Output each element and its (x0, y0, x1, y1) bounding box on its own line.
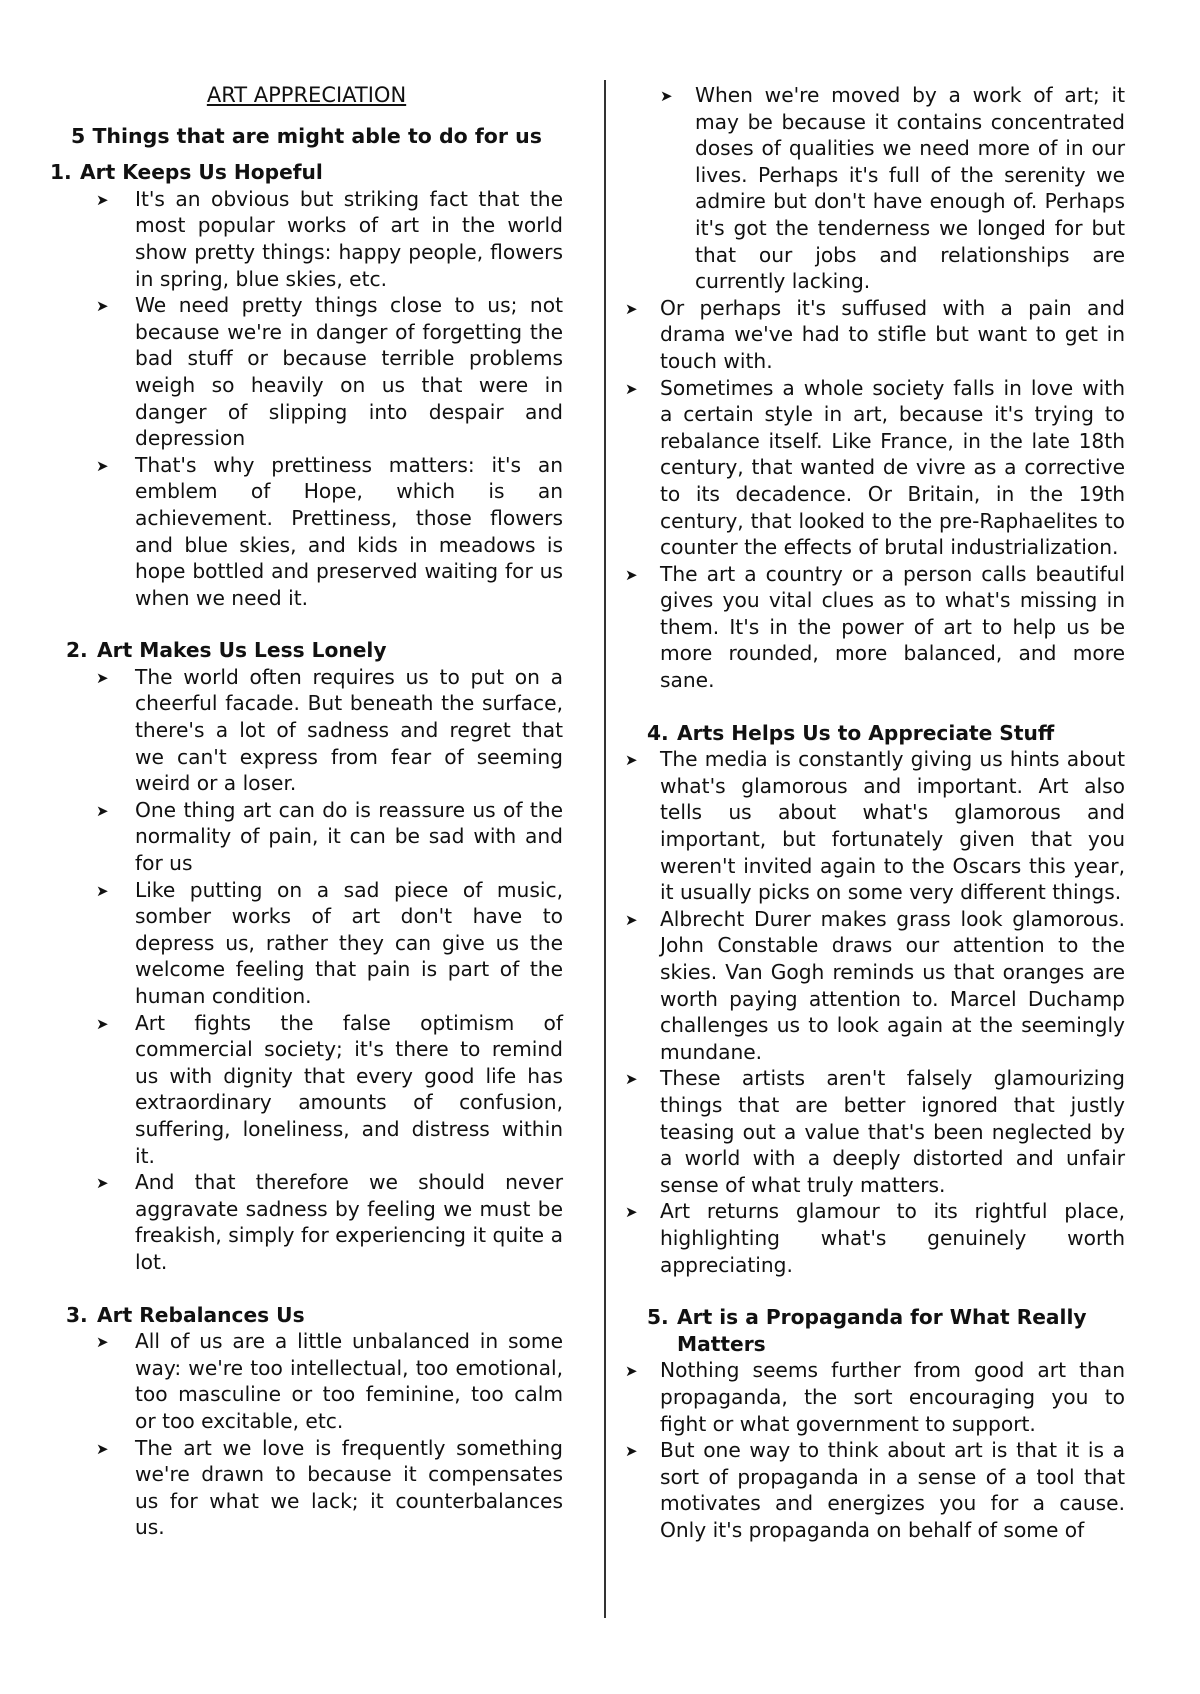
arrow-bullet-icon: ➤ (625, 299, 638, 318)
section-1-number: 1. (50, 160, 72, 185)
document-title: ART APPRECIATION (206, 83, 407, 107)
section-4-heading (625, 720, 1125, 747)
section-3-list (50, 1328, 563, 1541)
section-3-list-more (625, 295, 1125, 694)
list-item: ➤ These artists aren't falsely glamourizing things that are better ignored that justly teasing out a value that's been neglected by a world with a deeply distorted and unfair sense of what truly matters. (625, 1066, 1125, 1197)
section-5-heading (625, 1304, 1125, 1357)
arrow-bullet-icon: ➤ (96, 1333, 109, 1352)
section-2-list (50, 664, 563, 1276)
section-2-heading (50, 637, 563, 664)
list-item: ➤ The art we love is frequently something we're drawn to because it compensates us for what we lack; it counterbalances us. (96, 1435, 563, 1540)
arrow-bullet-icon: ➤ (96, 1174, 109, 1193)
section-5-title: Art is a Propaganda for What Really Matters (677, 1305, 1087, 1356)
list-item: ➤ One thing art can do is reassure us of the normality of pain, it can be sad with and for us (96, 797, 563, 876)
arrow-bullet-icon: ➤ (96, 456, 109, 475)
list-item: ➤ And that therefore we should never aggravate sadness by feeling we must be freakish, simply for experiencing it quite a lot. (96, 1170, 563, 1274)
section-2-title: Art Makes Us Less Lonely (97, 638, 387, 663)
arrow-bullet-icon: ➤ (625, 1442, 638, 1461)
section-2-number: 2. (66, 638, 88, 663)
list-item: ➤ All of us are a little unbalanced in some way: we're too intellectual, too emotional, too masculine or too feminine, too calm or too excitable, etc. (96, 1329, 563, 1433)
section-5-number: 5. (647, 1305, 669, 1330)
arrow-bullet-icon: ➤ (96, 1439, 109, 1458)
arrow-bullet-icon: ➤ (625, 751, 638, 770)
section-1-title: Art Keeps Us Hopeful (80, 160, 323, 185)
section-3-number: 3. (66, 1302, 88, 1327)
arrow-bullet-icon: ➤ (96, 297, 109, 316)
arrow-bullet-icon: ➤ (625, 379, 638, 398)
section-1-list (50, 186, 563, 612)
list-item: ➤ That's why prettiness matters: it's an emblem of Hope, which is an achievement. Prettiness, those flowers and blue skies, and kids in meadows is hope bottled and preserved waiting for us when we need it. (96, 452, 563, 610)
document-subtitle: 5 Things that are might able to do for us (71, 123, 542, 148)
left-column (50, 82, 563, 1541)
section-3-heading (50, 1302, 563, 1329)
arrow-bullet-icon: ➤ (625, 1070, 638, 1089)
arrow-bullet-icon: ➤ (625, 910, 638, 929)
list-item: ➤ We need pretty things close to us; not because we're in danger of forgetting the bad stuff or because terrible problems weigh so heavily on us that were in danger of slipping into despair and depression (96, 293, 563, 451)
arrow-bullet-icon: ➤ (625, 565, 638, 584)
list-item: ➤ The art a country or a person calls beautiful gives you vital clues as to what's missing in them. It's in the power of art to help us be more rounded, more balanced, and more sane. (625, 561, 1125, 693)
list-item: ➤ But one way to think about art is that it is a sort of propaganda in a sense of a tool that motivates and energizes you for a cause. Only it's propaganda on behalf of some of (625, 1438, 1125, 1542)
list-item: ➤ Nothing seems further from good art than propaganda, the sort encouraging you to fight or what government to support. (625, 1358, 1125, 1436)
section-4-list (625, 746, 1125, 1278)
arrow-bullet-icon: ➤ (96, 1014, 109, 1033)
arrow-bullet-icon: ➤ (96, 668, 109, 687)
section-3-title: Art Rebalances Us (97, 1302, 305, 1327)
list-item: ➤ Like putting on a sad piece of music, somber works of art don't have to depress us, rather they can give us the welcome feeling that pain is part of the human condition. (96, 877, 563, 1008)
list-item: ➤ Or perhaps it's suffused with a pain and drama we've had to stifle but want to get in touch with. (625, 295, 1125, 373)
arrow-bullet-icon: ➤ (660, 87, 673, 105)
arrow-bullet-icon: ➤ (96, 881, 109, 900)
list-item: ➤ Sometimes a whole society falls in love with a certain style in art, because it's trying to rebalance itself. Like France, in the late 18th century, that wanted de vivre as a corrective to its decadence. Or Britain, in the 19th century, that looked to the pre-Raphaelites to counter the effects of brutal industrialization. (625, 375, 1125, 560)
list-item: ➤ The media is constantly giving us hints about what's glamorous and important. Art also tells us about what's glamorous and important, but fortunately given that you weren't invited again to the Oscars this year, it usually picks on some very different things. (625, 747, 1125, 905)
list-item: ➤ When we're moved by a work of art; it may be because it contains concentrated doses of qualities we need more of in our lives. Perhaps it's full of the serenity we admire but don't have enough of. Perhaps it's got the tenderness we longed for but that our jobs and relationships are currently lacking. (660, 83, 1125, 294)
section-4-number: 4. (647, 720, 669, 745)
arrow-bullet-icon: ➤ (96, 190, 109, 209)
list-item: ➤ The world often requires us to put on a cheerful facade. But beneath the surface, there's a lot of sadness and regret that we can't express from fear of seeming weird or a loser. (96, 664, 563, 796)
arrow-bullet-icon: ➤ (625, 1362, 638, 1381)
arrow-bullet-icon: ➤ (96, 801, 109, 820)
section-3-list-continued (625, 82, 1125, 295)
list-item: ➤ Art returns glamour to its rightful place, highlighting what's genuinely worth appreciating. (625, 1199, 1125, 1277)
list-item: ➤ Art fights the false optimism of commercial society; it's there to remind us with dignity that every good life has extraordinary amounts of confusion, suffering, loneliness, and distress within it. (96, 1010, 563, 1168)
arrow-bullet-icon: ➤ (625, 1203, 638, 1222)
list-item: ➤ Albrecht Durer makes grass look glamorous. John Constable draws our attention to the skies. Van Gogh reminds us that oranges are worth paying attention to. Marcel Duchamp challenges us to look again at the seemingly mundane. (625, 906, 1125, 1064)
right-column (625, 82, 1125, 1543)
column-divider (604, 80, 606, 1618)
section-5-list (625, 1357, 1125, 1543)
section-4-title: Arts Helps Us to Appreciate Stuff (677, 720, 1055, 745)
list-item: ➤ It's an obvious but striking fact that the most popular works of art in the world show pretty things: happy people, flowers in spring, blue skies, etc. (96, 186, 563, 291)
section-1-heading (50, 159, 563, 186)
